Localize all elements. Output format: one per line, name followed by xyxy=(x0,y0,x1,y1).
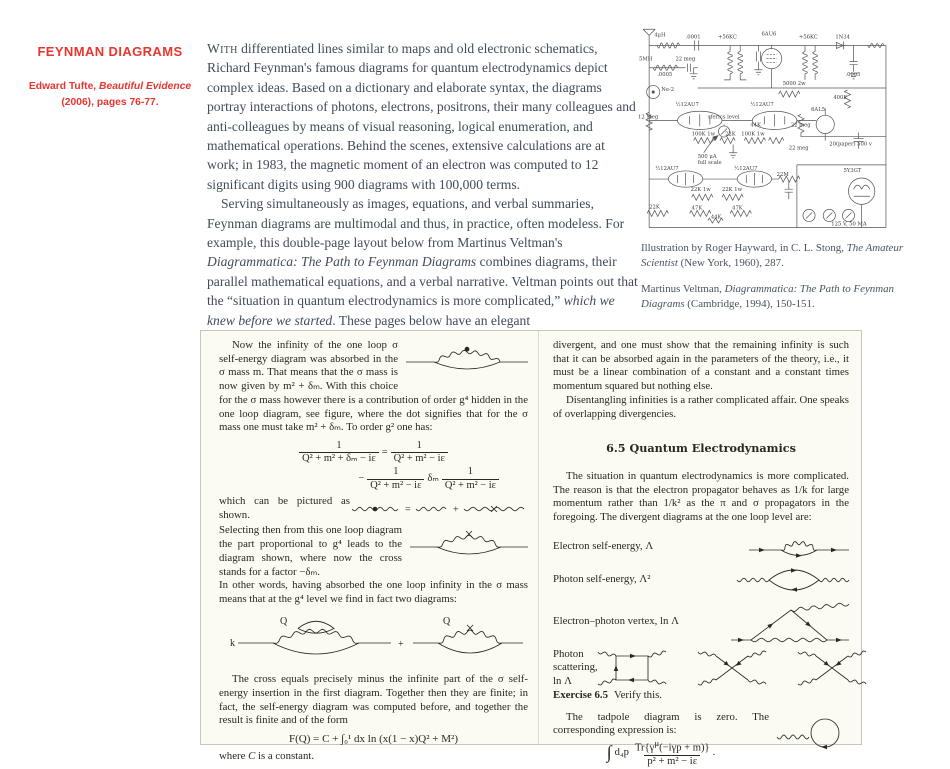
circuit-label: 4μH xyxy=(654,32,666,39)
text-run: Tr{γ xyxy=(634,742,655,754)
denominator: Q² + m² − iε xyxy=(442,479,499,492)
circuit-label: 100K 1w xyxy=(691,131,716,138)
right-paragraph-1: divergent, and one must show that the remaining infinity is such that it can be absorbed again in the parameters of the theory, i.e., it must be a linear combination of a constant and a constant times momentum squared but nothing else. xyxy=(553,339,849,393)
minus-sign: − xyxy=(358,473,365,485)
numerator: 1 xyxy=(336,439,342,451)
integration-measure: d₄p xyxy=(614,747,629,759)
divergent-diagram-item xyxy=(553,564,849,596)
circuit-label: 44K xyxy=(710,214,722,221)
circuit-label: 6AU6 xyxy=(761,31,777,38)
exercise-line xyxy=(553,689,849,703)
circuit-label: 5Y3GT xyxy=(843,167,862,174)
circuit-label: Ne-2 xyxy=(661,87,675,94)
numerator: 1 xyxy=(393,466,399,478)
right-paragraph-2: Disentangling infinities is a rather complicated affair. One speaks of overlapping divergencies. xyxy=(553,393,849,420)
equation-propagator-expansion xyxy=(219,440,528,492)
numerator xyxy=(635,738,710,755)
circuit-label: +56KC xyxy=(717,34,737,41)
equals-sign: = xyxy=(405,504,411,516)
intro-paragraph-1-text: differentiated lines similar to maps and old electronic schematics, Richard Feynman's famous diagrams for quantum electrodynamics depict complex ideas. Based on a dictionary and elaborate syntax, the diagrams portray interactions of photons, electrons, positrons, their many colleagues and anti-colleagues by means of visual reasoning, logical enumeration, and mathematical operations. Behind the scenes, extensive calculations are at work; in 1983, the magnetic moment of an electron was computed to 12 significant digits using 900 diagrams with 100,000 terms. xyxy=(207,41,636,192)
circuit-label: 22M xyxy=(776,172,789,179)
fraction xyxy=(391,440,448,466)
circuit-label: sferics level xyxy=(707,114,740,121)
diagram-electron-photon-vertex xyxy=(731,598,849,646)
section-heading: 6.5 Quantum Electrodynamics xyxy=(606,441,796,456)
fraction xyxy=(635,738,710,769)
circuit-label: 20(paper) 500 v xyxy=(829,141,872,148)
circuit-label: 47K xyxy=(732,205,743,212)
left-paragraph-1 xyxy=(219,339,528,435)
attribution-post: (2006), pages 76-77. xyxy=(61,96,159,108)
text-run: where xyxy=(219,749,249,762)
caption-text: Illustration by Roger Hayward, in C. L. Stong, xyxy=(641,242,847,254)
right-paragraph-3: The situation in quantum electrodynamics is more complicated. The reason is that the electron propagator behaves as 1/k for large momentum rather than 1/k² as the π and σ propagators in the foregoing. The divergent diagrams at the one loop level are: xyxy=(553,469,849,524)
momentum-label-k: k xyxy=(229,637,235,649)
equals-sign: = xyxy=(381,446,388,458)
attribution-book-title: Beautiful Evidence xyxy=(99,81,192,92)
circuit-label: 5MH xyxy=(639,56,653,63)
diagram-two-loop-sum xyxy=(225,611,523,667)
intro-paragraph-2-text: Serving simultaneously as images, equations, and verbal summaries, Feynman diagrams are multimodal and thus, in practice, often modeless. For example, this double-page layout below from Martinus Veltman's xyxy=(207,196,625,251)
text-run-b: (−iγp + m)} xyxy=(659,742,710,754)
circuit-label: .0005 xyxy=(845,71,861,78)
exercise-label: Exercise 6.5 xyxy=(553,688,608,701)
equation-row-1 xyxy=(219,440,528,466)
caption-text-b: (Cambridge, 1994), 150-151. xyxy=(684,297,815,310)
circuit-label: .0001 xyxy=(685,34,701,41)
caption-text: Martinus Veltman, xyxy=(641,283,725,295)
book-page-left xyxy=(201,331,538,762)
caption-italic: Diagrammatica: The Path to Feynman Diagrams xyxy=(641,283,894,310)
item-label-photon-scattering: Photon scattering, ln Λ xyxy=(553,647,598,688)
circuit-label: .0005 xyxy=(657,71,673,78)
circuit-label: 22 meg xyxy=(675,56,696,63)
left-paragraph-4: The cross equals precisely minus the infinite part of the σ self-energy insertion in the first diagram. Together then they are finite; in fact, the self-energy diagram was computed before, and together the result is finite and of the form xyxy=(219,673,528,727)
circuit-label: ½12AU7 xyxy=(655,165,679,172)
item-label-vertex: Electron–photon vertex, ln Λ xyxy=(553,614,679,627)
caption-veltman xyxy=(641,282,904,311)
intro-paragraph-1 xyxy=(207,39,639,194)
diagram-self-energy-cross xyxy=(410,526,528,560)
pictured-text: which can be pictured as shown. xyxy=(219,494,350,521)
circuit-label: 12 Meg xyxy=(638,114,659,121)
delta-m: δₘ xyxy=(427,473,439,485)
pictured-as-shown-row xyxy=(219,495,528,522)
item-label-electron-self-energy: Electron self-energy, Λ xyxy=(553,539,654,552)
circuit-labels xyxy=(638,31,872,227)
left-paragraph-1-text: Now the infinity of the one loop σ self-energy diagram was absorbed in the σ mass m. That means that the σ mass is now given by m² + δₘ. With this choice for the σ mass however there is a contribution of order g⁴ hidden in the one loop diagram, see figure, where the dot signifies that for the σ mass one must take m² + δₘ. To order g² one has: xyxy=(219,339,528,434)
circuit-label: 400K xyxy=(833,95,848,102)
circuit-label: +56KC xyxy=(798,34,818,41)
circuit-label: 22K xyxy=(649,204,660,211)
circuit-label: 22 meg xyxy=(788,145,809,152)
circuit-label: 5000 2w xyxy=(782,80,806,87)
intro-paragraph-2 xyxy=(207,194,639,330)
page-title: FEYNMAN DIAGRAMS xyxy=(37,44,183,59)
divergent-diagram-item xyxy=(553,534,849,560)
diagram-tadpole xyxy=(777,713,849,753)
denominator: Q² + m² − iε xyxy=(367,479,424,492)
circuit-label: ½12AU7 xyxy=(675,102,699,109)
circuit-schematic-figure xyxy=(637,27,890,238)
circuit-label: 22K 1w xyxy=(722,187,743,194)
tube-6al5-icon xyxy=(816,115,834,133)
circuit-label: 6AL5 xyxy=(811,107,826,114)
diagram-propagator-identity xyxy=(350,501,528,517)
right-paragraph-4-text: The tadpole diagram is zero. The corresponding expression is: xyxy=(553,710,769,737)
exercise-text: Verify this. xyxy=(613,688,662,701)
tadpole-row xyxy=(553,711,849,738)
circuit-label: 47K xyxy=(691,205,703,212)
left-paragraph-5 xyxy=(219,750,528,764)
plus-sign: + xyxy=(453,504,459,516)
intro-text xyxy=(207,39,639,330)
circuit-label: ½12AU7 xyxy=(734,165,758,172)
circuit-label: 22 meg xyxy=(790,122,811,129)
caption-text-b: (New York, 1960), 287. xyxy=(677,256,784,269)
period: . xyxy=(712,747,716,759)
denominator: p² + m² − iε xyxy=(644,755,700,769)
diagram-electron-self-energy xyxy=(749,534,849,560)
momentum-label-q: Q xyxy=(279,615,287,627)
circuit-label: ½12AU7 xyxy=(750,102,774,109)
circuit-label: 22K xyxy=(725,131,736,138)
right-paragraph-4 xyxy=(553,711,849,738)
two-diagrams-figure xyxy=(219,611,528,672)
intro-paragraph-2-text-b: combines diagrams, their parallel mathematical equations, and a verbal narrative. Veltman points out that the “situation in quantum electrodynamics is more complicated,” xyxy=(207,254,638,309)
left-paragraph-3: In other words, having absorbed the one loop infinity in the σ mass means that at the g⁴ level we find in fact two diagrams: xyxy=(219,579,528,605)
caption-hayward xyxy=(641,241,904,270)
fraction xyxy=(299,440,379,466)
numerator: 1 xyxy=(416,439,422,451)
intro-lead-smallcaps: With xyxy=(207,41,238,56)
momentum-label-q: Q xyxy=(442,615,450,627)
intro-paragraph-2-text-c: . These pages below have an elegant xyxy=(332,312,531,328)
attribution xyxy=(20,79,200,111)
diagram-photon-self-energy xyxy=(737,564,849,596)
item-label-photon-self-energy: Photon self-energy, Λ² xyxy=(553,572,651,585)
left-paragraph-2-text: Selecting then from this one loop diagram the part proportional to g⁴ leads to the diagram shown, where now the cross stands for a factor −δₘ. xyxy=(219,524,402,578)
fraction xyxy=(367,466,424,492)
integral-sign: ∫ xyxy=(606,742,612,763)
circuit-label: 1N34 xyxy=(835,34,850,41)
circuit-label: 44K xyxy=(750,122,761,129)
circuit-label: 125 V, 50 MA xyxy=(831,221,867,228)
circuit-label: 22K 1w xyxy=(690,187,711,194)
equation-row-2 xyxy=(219,466,528,492)
plus-sign: + xyxy=(397,638,404,650)
diagram-sigma-self-energy-dot xyxy=(406,341,528,375)
circuit-label: full scale xyxy=(697,159,722,166)
denominator: Q² + m² + δₘ − iε xyxy=(299,452,379,465)
gamma-superscript: μ xyxy=(654,737,660,748)
veltman-book-title: Diagrammatica: The Path to Feynman Diagrams xyxy=(207,254,477,270)
divergent-diagram-item xyxy=(553,598,849,646)
tube-5y3gt-icon xyxy=(849,178,875,204)
denominator: Q² + m² − iε xyxy=(391,452,448,465)
caption-italic: The Amateur Scientist xyxy=(641,242,904,269)
text-run-b: is a constant. xyxy=(255,749,315,762)
left-paragraph-2 xyxy=(219,524,528,579)
divergent-diagram-item xyxy=(553,648,849,689)
attribution-pre: Edward Tufte, xyxy=(28,81,100,92)
constant-c: C xyxy=(248,749,256,762)
circuit-label: 500 μA xyxy=(697,153,717,160)
diagram-photon-scattering xyxy=(598,648,866,688)
intro-italic-quote: which we knew before we started xyxy=(207,293,615,328)
numerator: 1 xyxy=(467,466,473,478)
equation-fq: F(Q) = C + ∫₀¹ dx ln (x(1 − x)Q² + M²) xyxy=(289,733,458,746)
fraction xyxy=(442,466,499,492)
circuit-label: 100K 1w xyxy=(741,131,765,138)
equation-tadpole xyxy=(553,738,769,769)
